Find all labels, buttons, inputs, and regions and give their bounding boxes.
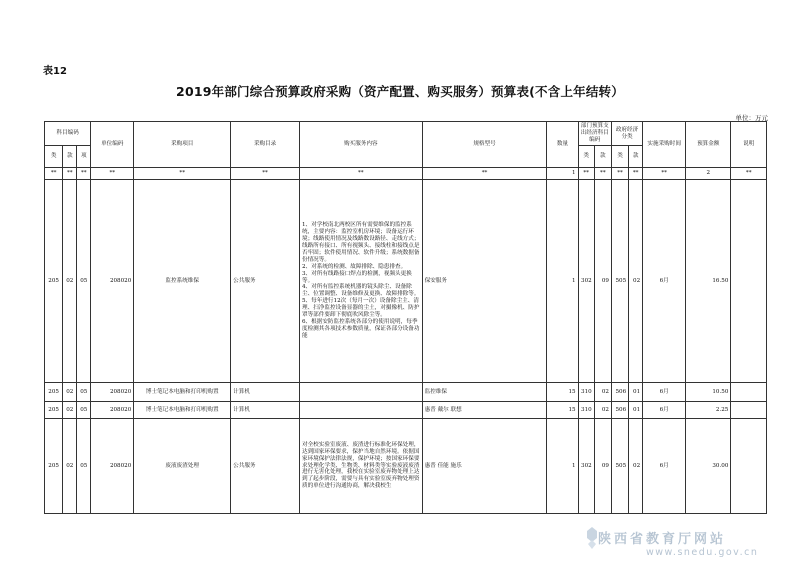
marker-cell: ** bbox=[422, 168, 547, 180]
cell-econ-lei: 310 bbox=[578, 402, 594, 419]
content-paragraph: 6、根据安防监控系统各部分的使用说明，每季度检测其各项技术参数质量，保证各部分设备功能 bbox=[301, 319, 420, 340]
cell-time: 6月 bbox=[643, 180, 686, 383]
marker-cell: ** bbox=[731, 168, 767, 180]
marker-cell: ** bbox=[231, 168, 300, 180]
header-qty: 数量 bbox=[547, 122, 578, 168]
header-kuan: 款 bbox=[63, 146, 77, 168]
table-row bbox=[45, 180, 767, 383]
cell-time: 6月 bbox=[643, 383, 686, 402]
marker-cell: ** bbox=[299, 168, 422, 180]
header-subject-code: 科目编码 bbox=[45, 122, 91, 146]
cell-item: 博士笔记本电脑和打印机购置 bbox=[134, 402, 231, 419]
cell-spec: 惠普 戴尔 联想 bbox=[422, 402, 547, 419]
cell-service-content bbox=[299, 419, 422, 514]
cell-kuan: 02 bbox=[63, 180, 77, 383]
cell-note bbox=[731, 383, 767, 402]
marker-cell: ** bbox=[63, 168, 77, 180]
content-paragraph: 4、对所有监控系统机器的镜头除尘、设备除尘、位置调整、设备维修及更换、故障排除等。 bbox=[301, 284, 420, 298]
cell-gov-kuan: 01 bbox=[629, 402, 643, 419]
cell-econ-kuan: 02 bbox=[594, 383, 611, 402]
cell-kuan: 02 bbox=[63, 419, 77, 514]
content-paragraph: 2、对系统的检测、故障排除、隐患排查。 bbox=[301, 263, 407, 270]
cell-note bbox=[731, 180, 767, 383]
cell-service-content bbox=[299, 402, 422, 419]
marker-cell: ** bbox=[629, 168, 643, 180]
header-gov-kuan: 款 bbox=[629, 146, 643, 168]
cell-econ-kuan: 09 bbox=[594, 180, 611, 383]
header-item: 采购项目 bbox=[134, 122, 231, 168]
cell-gov-lei: 505 bbox=[611, 419, 628, 514]
cell-econ-lei: 302 bbox=[578, 180, 594, 383]
header-spec: 规格型号 bbox=[422, 122, 547, 168]
cell-note bbox=[731, 419, 767, 514]
cell-lei: 205 bbox=[45, 402, 63, 419]
header-gov-econ: 政府经济分类 bbox=[611, 122, 642, 146]
table-number: 表12 bbox=[43, 66, 67, 77]
cell-gov-kuan: 02 bbox=[629, 419, 643, 514]
content-paragraph: 1、对学校南北两校区所有需要维保的监控系统，主要内容：监控室机房环境；设备运行环境；线路使用情况及线路数设路径、走线方式；线路所有接口、所有视频头、接线柱和接线点是否牢固；软件使用情况、软件升级；系统数据备份情况等。 bbox=[301, 221, 420, 263]
cell-service-content bbox=[299, 180, 422, 383]
cell-lei: 205 bbox=[45, 419, 63, 514]
content-paragraph: 5、每年进行12次（每月一次）设备除尘主、清理、扫净监控设备显器的尘土，对摄像机、防护罩等部件要卸下彻底吹风除尘等。 bbox=[301, 298, 420, 319]
cell-gov-lei: 506 bbox=[611, 402, 628, 419]
marker-cell: ** bbox=[594, 168, 611, 180]
cell-gov-lei: 505 bbox=[611, 180, 628, 383]
cell-qty: 1 bbox=[547, 419, 578, 514]
cell-kuan: 02 bbox=[63, 402, 77, 419]
cell-catalog: 公共服务 bbox=[231, 180, 300, 383]
content-paragraph: 3、对所有线路接口焊点的检测，视频头更换等。 bbox=[301, 270, 412, 284]
cell-item: 监控系统维保 bbox=[134, 180, 231, 383]
cell-xiang: 05 bbox=[77, 419, 91, 514]
header-service-content: 购买服务内容 bbox=[299, 122, 422, 168]
page-title: 2019年部门综合预算政府采购（资产配置、购买服务）预算表(不含上年结转） bbox=[176, 84, 624, 99]
cell-xiang: 05 bbox=[77, 383, 91, 402]
marker-cell: ** bbox=[643, 168, 686, 180]
cell-amount: 10.50 bbox=[686, 383, 731, 402]
cell-econ-kuan: 09 bbox=[594, 419, 611, 514]
cell-qty: 15 bbox=[547, 383, 578, 402]
cell-note bbox=[731, 402, 767, 419]
seal-icon bbox=[586, 526, 598, 550]
cell-spec: 保安服务 bbox=[422, 180, 547, 383]
cell-unit-code: 208020 bbox=[91, 383, 134, 402]
cell-unit-code: 208020 bbox=[91, 180, 134, 383]
table-row bbox=[45, 402, 767, 419]
cell-kuan: 02 bbox=[63, 383, 77, 402]
cell-amount: 16.50 bbox=[686, 180, 731, 383]
cell-catalog: 公共服务 bbox=[231, 419, 300, 514]
header-gov-lei: 类 bbox=[611, 146, 628, 168]
cell-unit-code: 208020 bbox=[91, 402, 134, 419]
cell-econ-lei: 310 bbox=[578, 383, 594, 402]
cell-qty: 1 bbox=[547, 180, 578, 383]
header-amount: 预算金额 bbox=[686, 122, 731, 168]
cell-gov-kuan: 01 bbox=[629, 383, 643, 402]
cell-qty: 15 bbox=[547, 402, 578, 419]
header-xiang: 项 bbox=[77, 146, 91, 168]
marker-cell: ** bbox=[578, 168, 594, 180]
header-econ-lei: 类 bbox=[578, 146, 594, 168]
header-note: 说明 bbox=[731, 122, 767, 168]
marker-cell: ** bbox=[45, 168, 63, 180]
marker-cell: ** bbox=[611, 168, 628, 180]
header-dept-econ-code: 部门预算支出经济科目编码 bbox=[578, 122, 611, 146]
marker-cell: 2 bbox=[686, 168, 731, 180]
header-impl-time: 实施采购时间 bbox=[643, 122, 686, 168]
header-catalog: 采购目录 bbox=[231, 122, 300, 168]
cell-xiang: 05 bbox=[77, 402, 91, 419]
budget-table bbox=[44, 121, 767, 514]
cell-service-content bbox=[299, 383, 422, 402]
header-row-1 bbox=[45, 122, 767, 146]
cell-catalog: 计算机 bbox=[231, 383, 300, 402]
marker-cell: ** bbox=[77, 168, 91, 180]
cell-item: 废液废渣处理 bbox=[134, 419, 231, 514]
cell-lei: 205 bbox=[45, 180, 63, 383]
cell-amount: 2.25 bbox=[686, 402, 731, 419]
marker-cell: 1 bbox=[547, 168, 578, 180]
cell-xiang: 05 bbox=[77, 180, 91, 383]
cell-econ-kuan: 02 bbox=[594, 402, 611, 419]
marker-cell: ** bbox=[134, 168, 231, 180]
cell-spec: 惠普 佳能 施乐 bbox=[422, 419, 547, 514]
header-econ-kuan: 款 bbox=[594, 146, 611, 168]
unit-label: 单位：万元 bbox=[735, 114, 768, 122]
table-row bbox=[45, 419, 767, 514]
table-row bbox=[45, 383, 767, 402]
cell-lei: 205 bbox=[45, 383, 63, 402]
cell-amount: 30.00 bbox=[686, 419, 731, 514]
header-unit-code: 单位编码 bbox=[91, 122, 134, 168]
header-lei: 类 bbox=[45, 146, 63, 168]
cell-time: 6月 bbox=[643, 402, 686, 419]
cell-item: 博士笔记本电脑和打印机购置 bbox=[134, 383, 231, 402]
cell-gov-kuan: 02 bbox=[629, 180, 643, 383]
marker-row bbox=[45, 168, 767, 180]
cell-econ-lei: 302 bbox=[578, 419, 594, 514]
content-paragraph: 对全校实验室废液、废渣进行标准化环保处理，达到国家环保要求，保护当地自然环境。依据国家环境保护法律法规，保护环境；按国家环保要求处理化学类、生物类、材料类等实验废液废渣进行无害化处理，我校在实验室废弃物处理上达到了起步阶段，需要与具有实验室废弃物处理资质的单位进行沟通协商，解决我校生 bbox=[301, 441, 420, 490]
cell-catalog: 计算机 bbox=[231, 402, 300, 419]
watermark-site-name: 陕西省教育厅网站 bbox=[598, 532, 727, 547]
cell-unit-code: 208020 bbox=[91, 419, 134, 514]
watermark-url: www.snedu.gov.cn bbox=[646, 547, 759, 558]
cell-spec: 监控维保 bbox=[422, 383, 547, 402]
cell-time: 6月 bbox=[643, 419, 686, 514]
marker-cell: ** bbox=[91, 168, 134, 180]
cell-gov-lei: 506 bbox=[611, 383, 628, 402]
